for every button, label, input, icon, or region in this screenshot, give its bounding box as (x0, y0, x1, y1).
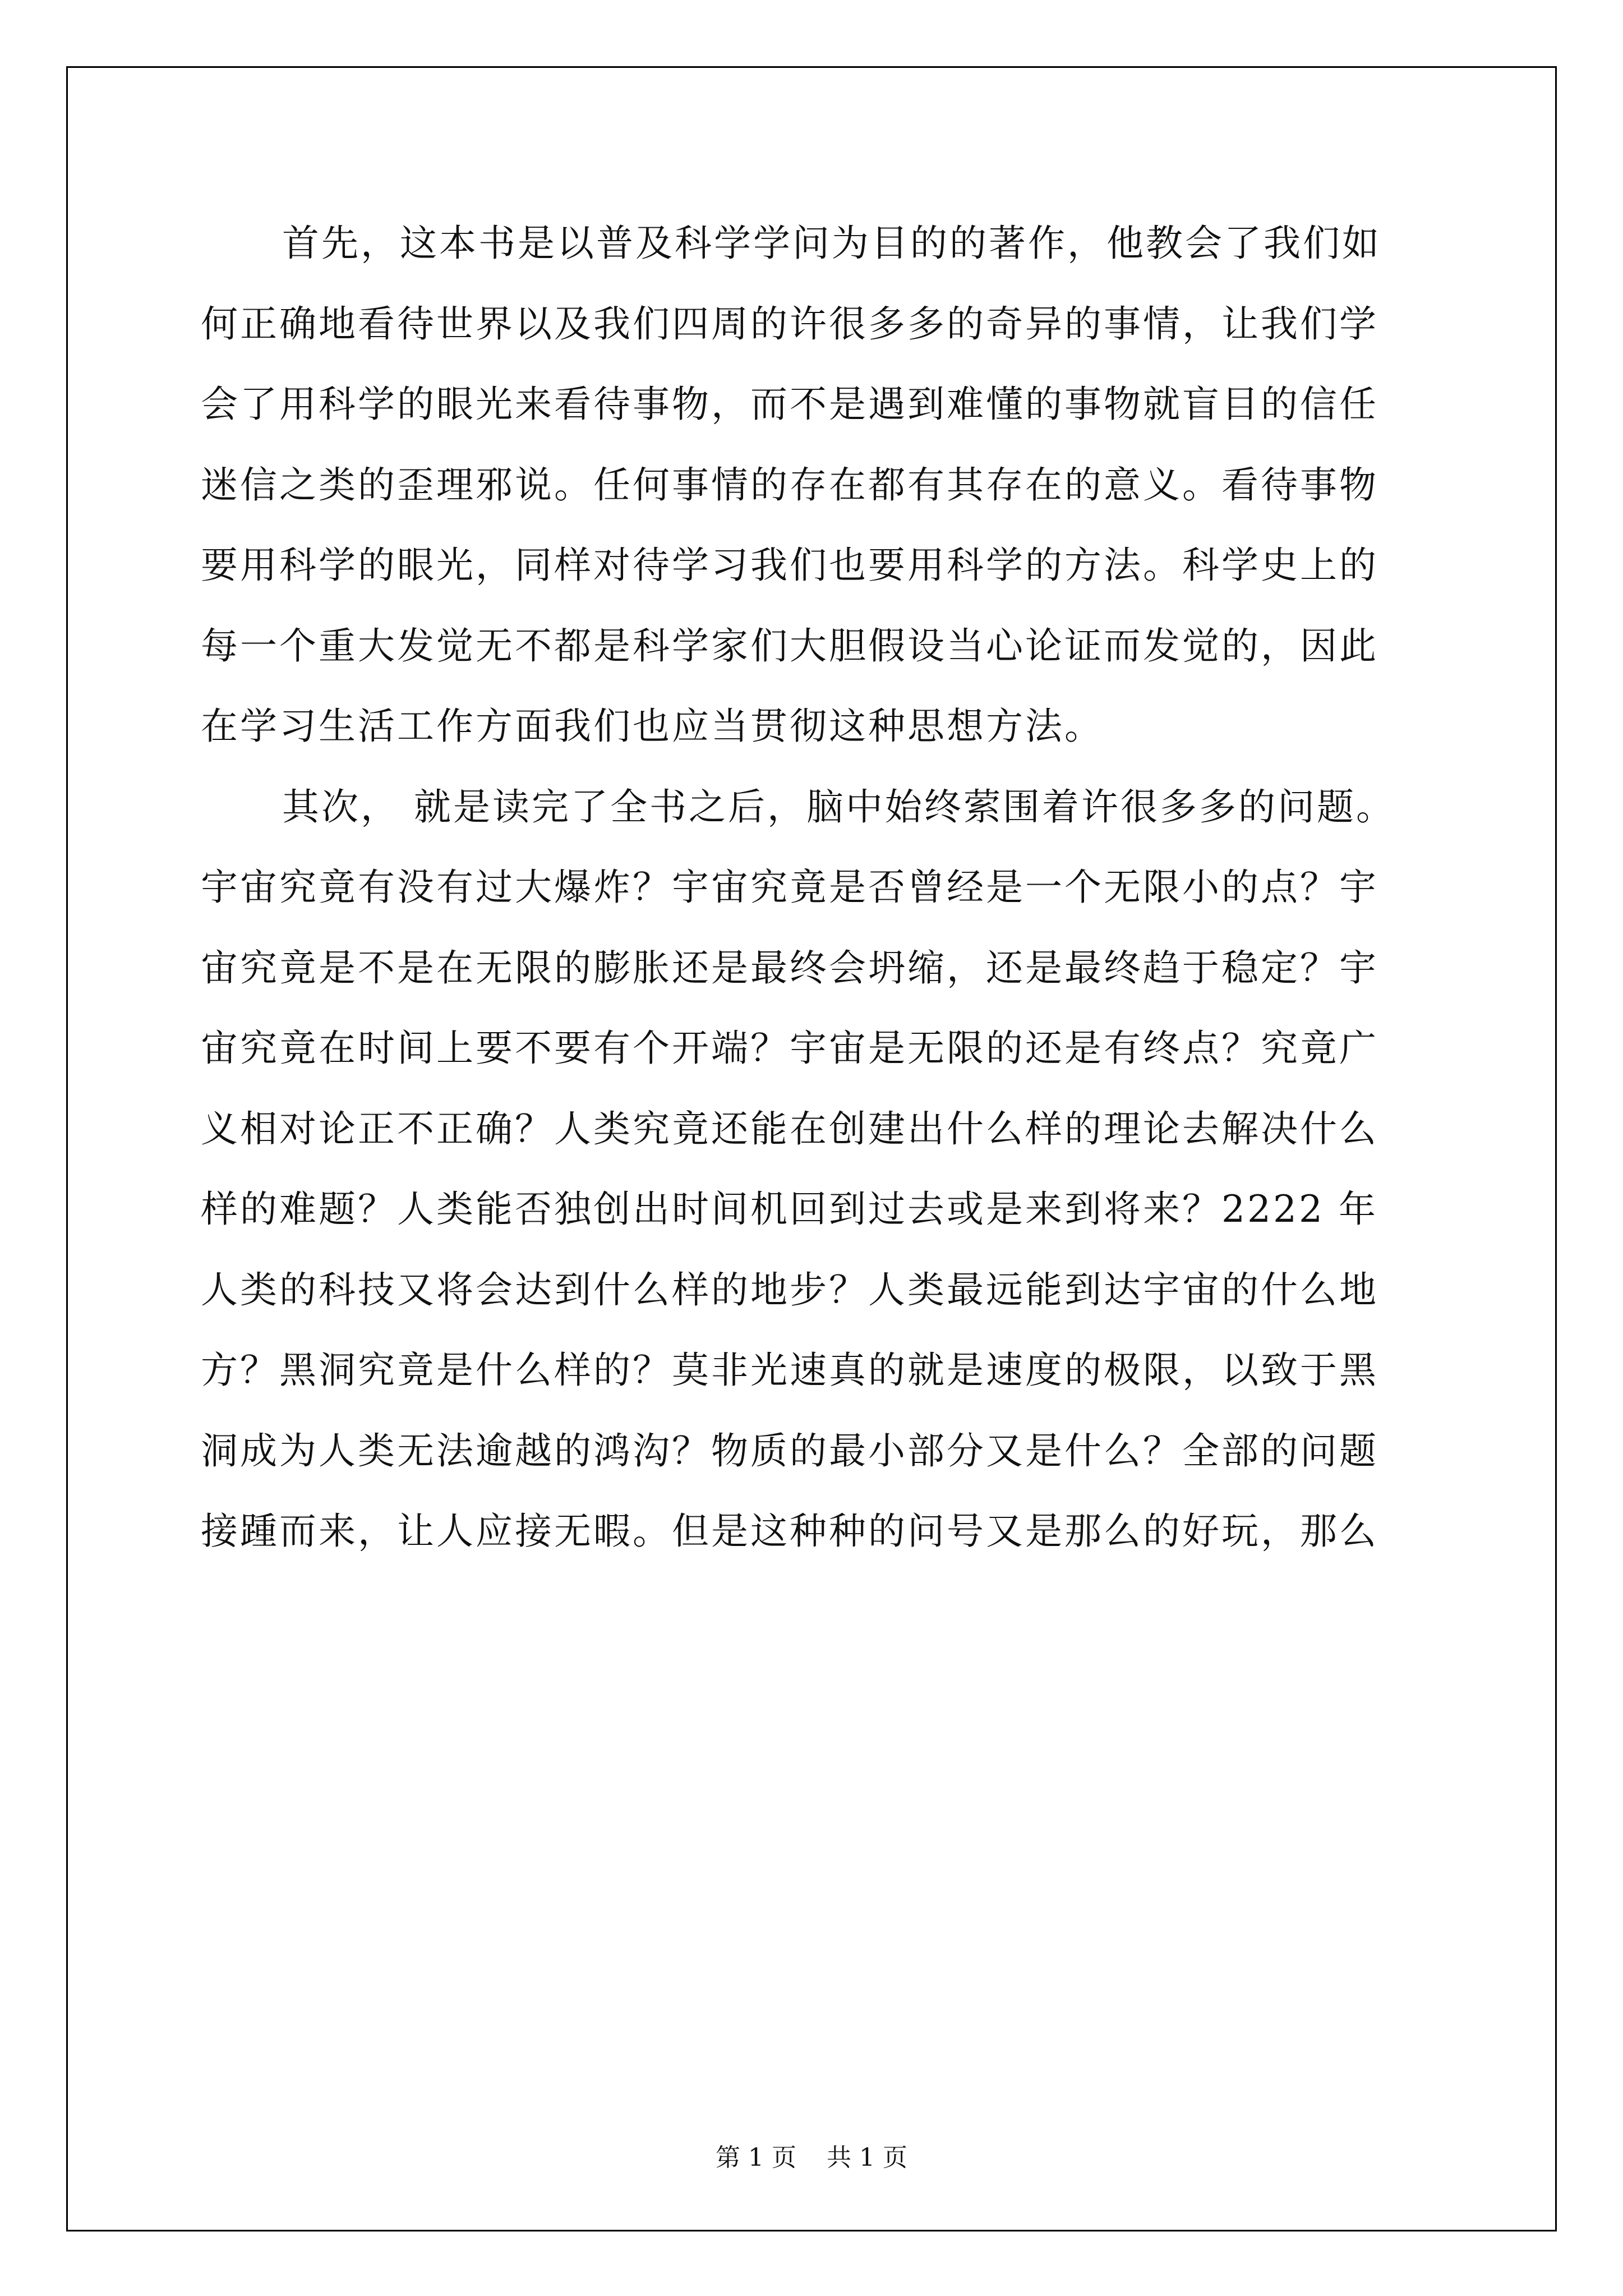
text-line: 要用科学的眼光，同样对待学习我们也要用科学的方法。科学史上的 (201, 544, 1378, 587)
text-line: 宙究竟在时间上要不要有个开端？宇宙是无限的还是有终点？究竟广 (201, 1027, 1378, 1070)
text-line: 会了用科学的眼光来看待事物，而不是遇到难懂的事物就盲目的信任 (201, 383, 1378, 426)
text-line: 人类的科技又将会达到什么样的地步？人类最远能到达宇宙的什么地 (201, 1268, 1378, 1312)
text-line: 洞成为人类无法逾越的鸿沟？物质的最小部分又是什么？全部的问题 (201, 1429, 1378, 1473)
paragraph-2 (201, 767, 1457, 1572)
page-number: 第 1 页 (716, 2143, 796, 2172)
document-body (201, 203, 1457, 1572)
text-line: 迷信之类的歪理邪说。任何事情的存在都有其存在的意义。看待事物 (201, 463, 1378, 507)
paragraph-1 (201, 203, 1457, 767)
total-pages: 共 1 页 (827, 2143, 907, 2172)
text-line: 宙究竟是不是在无限的膨胀还是最终会坍缩，还是最终趋于稳定？宇 (201, 946, 1378, 990)
text-line: 何正确地看待世界以及我们四周的许很多多的奇异的事情，让我们学 (201, 302, 1378, 346)
text-line: 义相对论正不正确？人类究竟还能在创建出什么样的理论去解决什么 (201, 1107, 1378, 1151)
page-footer (0, 2137, 1623, 2173)
text-line: 首先，这本书是以普及科学学问为目的的著作，他教会了我们如 (282, 222, 1381, 265)
text-line: 每一个重大发觉无不都是科学家们大胆假设当心论证而发觉的，因此 (201, 624, 1378, 668)
text-line: 其次， 就是读完了全书之后，脑中始终萦围着许很多多的问题。 (282, 785, 1395, 829)
text-line: 在学习生活工作方面我们也应当贯彻这种思想方法。 (201, 705, 1104, 748)
text-line: 宇宙究竟有没有过大爆炸？宇宙究竟是否曾经是一个无限小的点？宇 (201, 866, 1378, 909)
text-line: 样的难题？人类能否独创出时间机回到过去或是来到将来？2222 年 (201, 1188, 1378, 1231)
text-line: 方？黑洞究竟是什么样的？莫非光速真的就是速度的极限，以致于黑 (201, 1349, 1378, 1392)
text-line: 接踵而来，让人应接无暇。但是这种种的问号又是那么的好玩，那么 (201, 1510, 1378, 1553)
